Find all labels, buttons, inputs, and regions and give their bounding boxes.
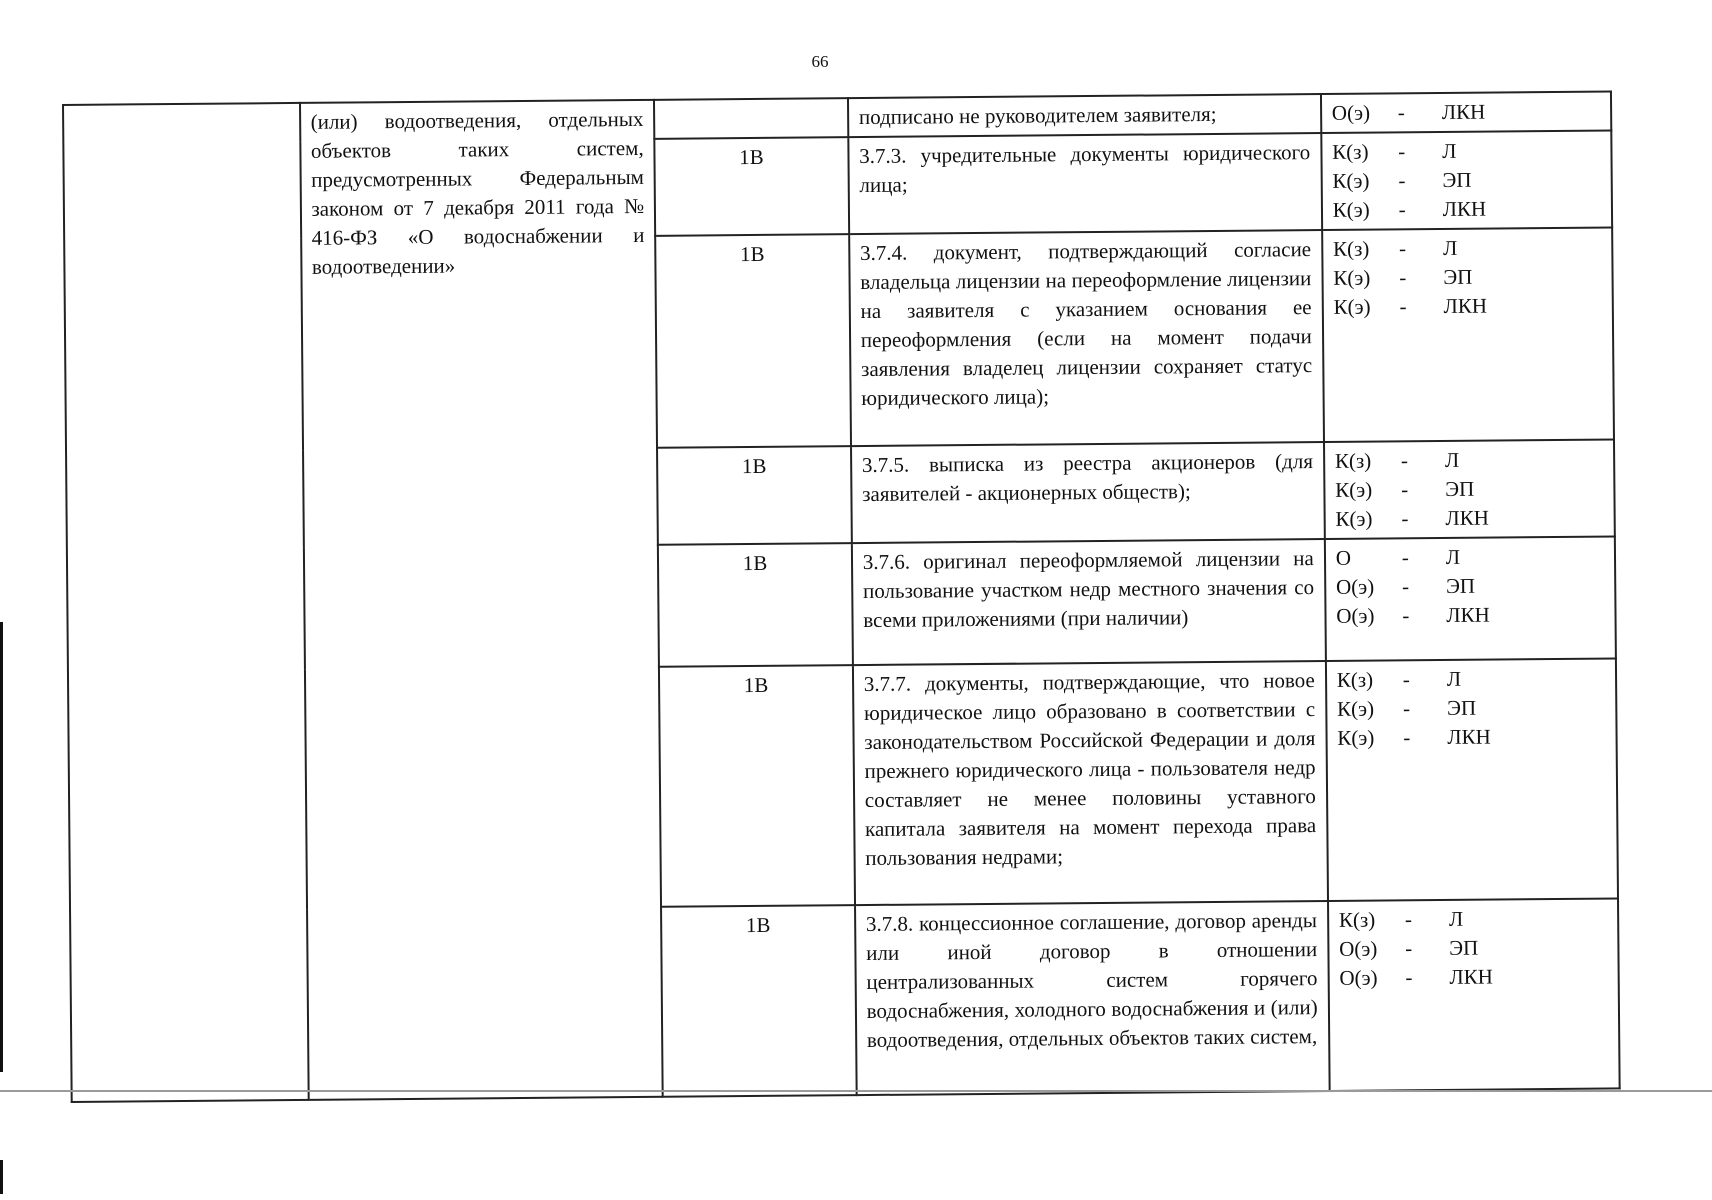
note-line: [1333, 291, 1601, 322]
note-line: [1335, 474, 1603, 505]
note-label: ЛКН: [1442, 196, 1487, 221]
row-text: 3.7.3. учредительные документы юридического лица;: [848, 133, 1322, 234]
note-label: ЭП: [1445, 476, 1475, 501]
note-label: ЛКН: [1447, 724, 1491, 749]
note-code: К(э): [1333, 265, 1371, 290]
row-notes: [1322, 227, 1614, 442]
left-description-cell: (или) водоотведения, отдельных объектов таких систем, предусмотренных Федеральным законом от 7 декабря 2011 года № 416-ФЗ «О водоснабжении и водоотведении»: [299, 100, 662, 1100]
note-code: О(э): [1331, 100, 1371, 125]
row-code: 1В: [655, 137, 849, 236]
note-code: К(з): [1334, 448, 1372, 473]
note-line: [1335, 503, 1603, 534]
note-label: ЭП: [1446, 695, 1477, 720]
note-label: ЭП: [1445, 573, 1476, 598]
row-notes: [1328, 898, 1620, 1091]
note-code: К(э): [1336, 696, 1375, 721]
row-notes: [1326, 658, 1618, 901]
note-line: [1337, 722, 1605, 753]
note-line: [1332, 97, 1600, 128]
note-label: Л: [1446, 666, 1462, 691]
row-code: 1В: [659, 665, 855, 907]
note-code: К(э): [1335, 477, 1373, 502]
note-dash: -: [1402, 696, 1411, 721]
row-notes: [1321, 130, 1612, 230]
note-label: ЭП: [1443, 264, 1473, 289]
row-code: 1В: [661, 905, 856, 1097]
row-text: 3.7.7. документы, подтверждающие, что новое юридическое лицо образовано в соответствии с законодательством Российской Федерации и доля прежнего юридического лица - пользователя недр составляет не менее половины уставного капитала заявителя на момент перехода права пользования недрами;: [853, 661, 1328, 905]
note-label: ЛКН: [1441, 99, 1486, 124]
note-line: [1336, 542, 1604, 573]
page-number: 66: [811, 52, 829, 71]
note-code: О(э): [1339, 936, 1378, 961]
note-dash: -: [1401, 506, 1409, 531]
note-code: К(э): [1337, 725, 1375, 750]
row-text: 3.7.8. концессионное соглашение, договор аренды или иной договор в отношении централизованных систем горячего водоснабжения, холодного водоснабжения и (или) водоотведения, отдельных объектов таких систем,: [855, 901, 1330, 1095]
note-label: Л: [1442, 235, 1458, 260]
scan-edge-mark: [0, 622, 3, 1072]
note-label: ЛКН: [1446, 602, 1490, 627]
scan-edge-mark: [0, 1160, 3, 1194]
note-label: Л: [1448, 906, 1464, 931]
note-dash: -: [1403, 725, 1411, 750]
note-code: К(э): [1332, 168, 1370, 193]
note-code: К(з): [1338, 907, 1376, 932]
row-notes: [1325, 536, 1616, 661]
note-code: К(з): [1336, 667, 1374, 692]
note-line: [1332, 136, 1600, 167]
note-code: К(з): [1332, 236, 1370, 261]
note-code: О(э): [1335, 574, 1375, 599]
note-label: Л: [1442, 138, 1457, 163]
row-code: 1В: [657, 446, 851, 545]
note-line: [1333, 194, 1601, 225]
note-dash: -: [1404, 907, 1413, 932]
row-notes: [1324, 439, 1615, 539]
note-line: [1336, 571, 1604, 602]
row-text: подписано не руководителем заявителя;: [848, 94, 1321, 137]
note-dash: -: [1399, 294, 1407, 319]
note-code: К(з): [1332, 139, 1369, 164]
note-code: О(э): [1336, 603, 1375, 628]
note-dash: -: [1402, 667, 1410, 692]
note-line: [1333, 233, 1601, 264]
note-dash: -: [1398, 168, 1406, 193]
row-text: 3.7.4. документ, подтверждающий согласие владельца лицензии на переоформление лицензии на заявителя с указанием основания ее переоформления (если на момент подачи заявления владелец лицензии сохраняет статус юридического лица);: [849, 230, 1324, 446]
note-label: ЭП: [1442, 167, 1472, 192]
note-label: ЭП: [1449, 935, 1479, 960]
note-label: ЛКН: [1449, 964, 1493, 989]
note-code: К(э): [1335, 506, 1373, 531]
note-code: К(э): [1333, 294, 1371, 319]
note-label: ЛКН: [1445, 505, 1489, 530]
note-line: [1336, 600, 1604, 631]
note-dash: -: [1398, 197, 1406, 222]
note-dash: -: [1401, 545, 1409, 570]
note-line: [1339, 933, 1607, 964]
row-code: 1В: [658, 543, 853, 667]
note-code: К(э): [1332, 197, 1370, 222]
note-dash: -: [1402, 603, 1410, 628]
empty-first-column: [63, 103, 308, 1102]
row-notes: [1321, 91, 1612, 133]
row-text: 3.7.6. оригинал переоформляемой лицензии на пользование участком недр местного значения со всеми приложениями (при наличии): [852, 539, 1326, 665]
note-label: ЛКН: [1443, 293, 1488, 318]
note-label: Л: [1445, 544, 1461, 569]
page-bottom-rule: [0, 1090, 1712, 1092]
note-line: [1332, 165, 1600, 196]
note-dash: -: [1397, 100, 1405, 125]
row-code: [654, 98, 848, 139]
row-text: 3.7.5. выписка из реестра акционеров (для заявителей - акционерных обществ);: [851, 442, 1325, 543]
note-line: [1339, 904, 1607, 935]
note-line: [1333, 262, 1601, 293]
note-line: [1335, 445, 1603, 476]
note-code: О: [1335, 545, 1352, 570]
note-line: [1337, 693, 1605, 724]
note-dash: -: [1400, 448, 1409, 473]
note-label: Л: [1444, 447, 1460, 472]
note-dash: -: [1405, 936, 1413, 961]
document-table: [62, 90, 1621, 1102]
note-dash: -: [1398, 236, 1407, 261]
note-dash: -: [1405, 965, 1413, 990]
note-line: [1337, 664, 1605, 695]
note-code: О(э): [1339, 965, 1378, 990]
row-code: 1В: [655, 234, 850, 448]
note-dash: -: [1398, 139, 1406, 164]
note-dash: -: [1401, 477, 1409, 502]
note-line: [1339, 962, 1607, 993]
note-dash: -: [1401, 574, 1410, 599]
note-dash: -: [1399, 265, 1407, 290]
